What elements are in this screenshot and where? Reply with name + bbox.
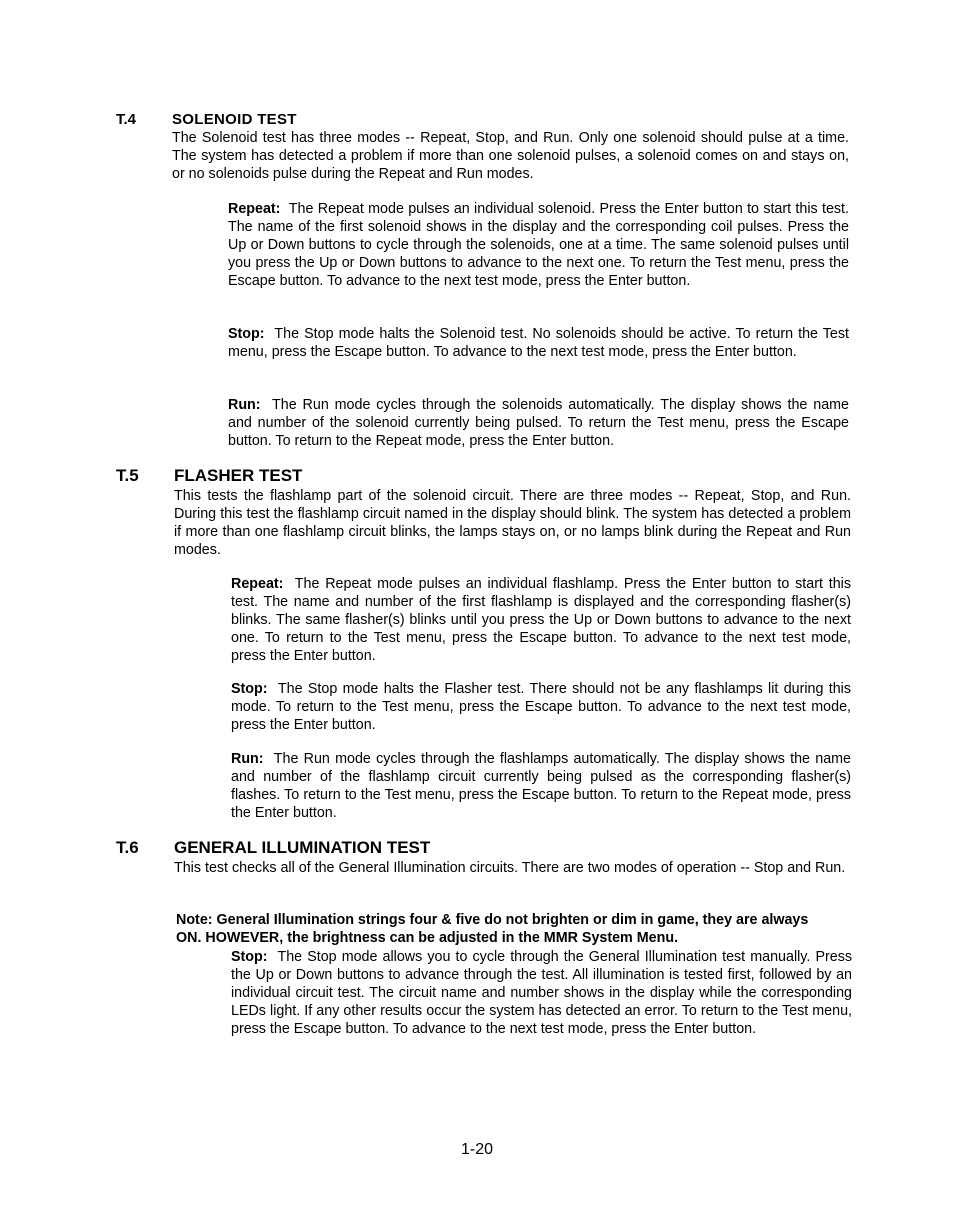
section-number: T.4 xyxy=(116,111,137,128)
mode-text: The Repeat mode pulses an individual flashlamp. Press the Enter button to start this test. The name and number of the first flashlamp is displayed and the corresponding flasher(s) blinks. The same flasher(s) blinks until you press the Up or Down buttons to advance to the next one. To return to the Test menu, press the Escape button. To advance to the next test mode, press the Enter button. xyxy=(231,576,851,664)
mode-text: The Stop mode halts the Solenoid test. No solenoids should be active. To return the Test menu, press the Escape button. To advance to the next test mode, press the Enter button. xyxy=(228,326,849,360)
mode-text: The Run mode cycles through the solenoids automatically. The display shows the name and number of the solenoid currently being pulsed. To return the Test menu, press the Escape button. To return to the Repeat mode, press the Enter button. xyxy=(228,397,849,449)
mode-text: The Run mode cycles through the flashlamps automatically. The display shows the name and number of the flashlamp circuit currently being pulsed as the corresponding flasher(s) flashes. To return to the Test menu, press the Escape button. To return to the Repeat mode, press the Enter button. xyxy=(231,751,852,821)
gi-note: Note: General Illumination strings four & five do not brighten or dim in game, they are always ON. HOWEVER, the brightness can be adjusted in the MMR System Menu. xyxy=(176,912,809,946)
section-heading-solenoid-test xyxy=(116,110,297,130)
mode-stop xyxy=(228,325,849,361)
section-title: FLASHER TEST xyxy=(174,466,303,485)
mode-label: Repeat: xyxy=(231,576,284,592)
mode-stop xyxy=(231,948,852,1038)
page-number: 1-20 xyxy=(460,1141,494,1158)
mode-text: The Stop mode halts the Flasher test. There should not be any flashlamps lit during this mode. To return to the Test menu, press the Escape button. To advance to the next test mode, press the Enter button. xyxy=(231,681,851,733)
section-intro: This test checks all of the General Illumination circuits. There are two modes of operation -- Stop and Run. xyxy=(174,860,846,876)
section-heading-general-illumination-test xyxy=(116,838,430,859)
mode-repeat xyxy=(231,575,851,665)
mode-text: The Repeat mode pulses an individual solenoid. Press the Enter button to start this test. The name of the first solenoid shows in the display and the corresponding coil pulses. Press the Up or Down buttons to cycle through the solenoids, one at a time. The same solenoid pulses until you press the Up or Down buttons to advance to the next one. To return the Test menu, press the Escape button. To advance to the next test mode, press the Enter button. xyxy=(228,201,849,289)
mode-label: Stop: xyxy=(228,326,265,342)
mode-stop xyxy=(231,680,851,734)
section-number: T.6 xyxy=(116,838,139,857)
mode-text: The Stop mode allows you to cycle through the General Illumination test manually. Press the Up or Down buttons to advance through the test. All illumination is tested first, followed by an individual circuit test. The circuit name and number shows in the display while the corresponding LEDs light. If any other results occur the system has detected an error. To return to the Test menu, press the Escape button. To advance to the next test mode, press the Enter button. xyxy=(231,949,853,1037)
mode-repeat xyxy=(228,200,849,290)
mode-label: Stop: xyxy=(231,949,268,965)
section-title: GENERAL ILLUMINATION TEST xyxy=(174,838,431,857)
mode-run xyxy=(231,750,851,822)
section-intro: This tests the flashlamp part of the solenoid circuit. There are three modes -- Repeat, Stop, and Run. During this test the flashlamp circuit named in the display should blink. The system has detected a problem if more than one flashlamp circuit blinks, the lamps stays on, or no lamps blink during the Repeat and Run modes. xyxy=(174,488,851,558)
mode-label: Run: xyxy=(228,397,261,413)
section-title: SOLENOID TEST xyxy=(172,111,297,128)
section-intro: The Solenoid test has three modes -- Repeat, Stop, and Run. Only one solenoid should pulse at a time. The system has detected a problem if more than one solenoid pulses, a solenoid comes on and stays on, or no solenoids pulse during the Repeat and Run modes. xyxy=(172,130,849,182)
mode-label: Repeat: xyxy=(228,201,281,217)
section-heading-flasher-test xyxy=(116,466,302,487)
section-number: T.5 xyxy=(116,466,139,485)
mode-run xyxy=(228,396,849,450)
mode-label: Run: xyxy=(231,751,264,767)
mode-label: Stop: xyxy=(231,681,268,697)
